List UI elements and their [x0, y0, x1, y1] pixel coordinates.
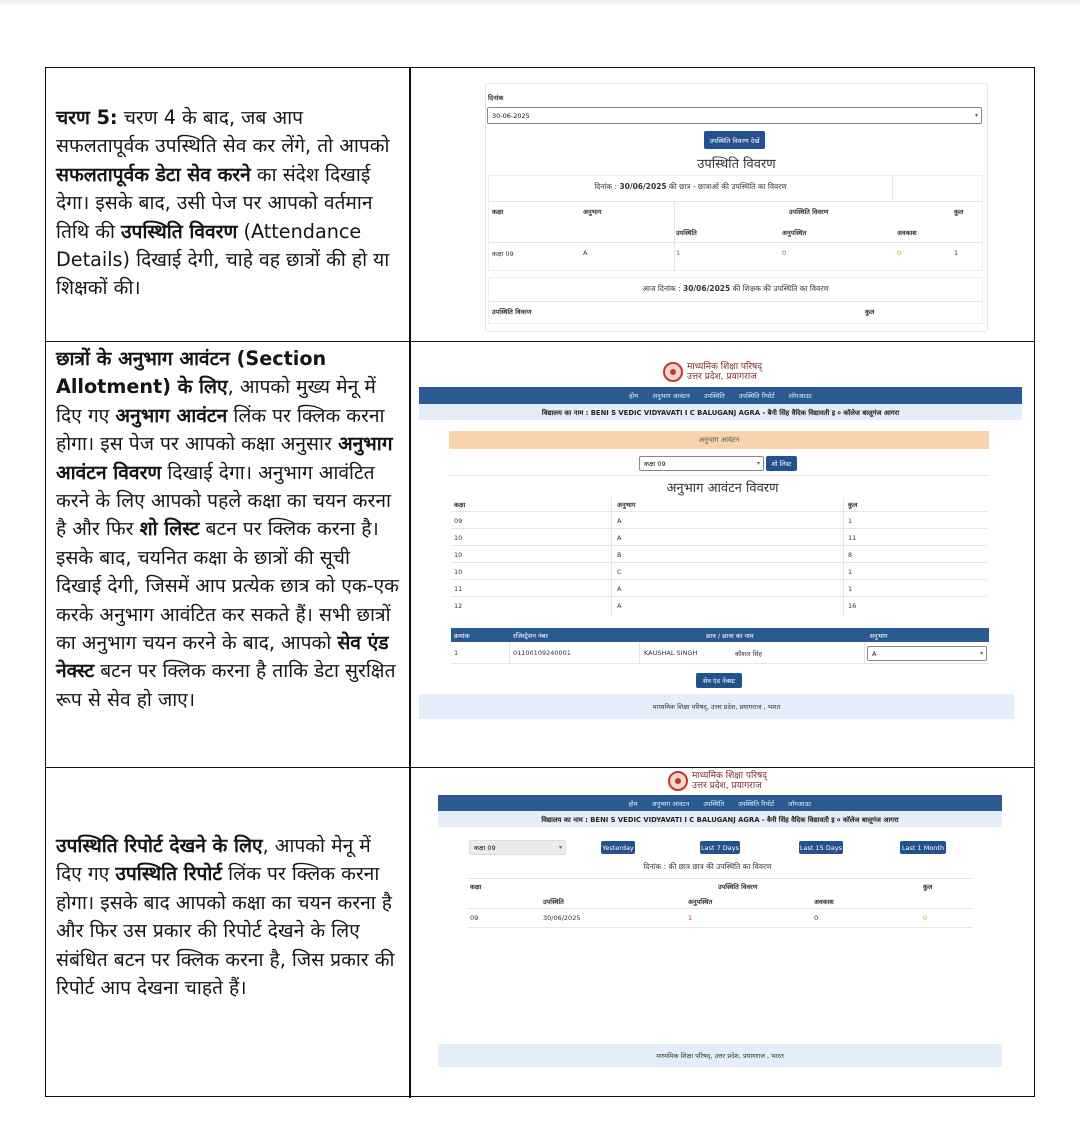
last-7-days-button[interactable]: Last 7 Days — [700, 841, 740, 854]
page-footer: माध्यमिक शिक्षा परिषद्, उत्तर प्रदेश, प्रयागराज , भारत — [419, 694, 1014, 719]
cell-total: 11 — [848, 534, 857, 542]
nav-attendance-report[interactable]: उपस्थिति रिपोर्ट — [738, 392, 775, 400]
instruction-segment: चरण 4 के बाद, जब आप सफलतापूर्वक उपस्थिति सेव कर लेंगे, तो आपको — [56, 106, 390, 158]
divider — [468, 927, 973, 928]
cell-section: B — [617, 551, 622, 559]
divider — [451, 511, 987, 512]
page-footer: माध्यमिक शिक्षा परिषद्, उत्तर प्रदेश, प्रयागराज , भारत — [438, 1044, 1002, 1067]
divider — [892, 176, 893, 201]
section-select-value: A — [872, 649, 877, 658]
col-present: उपस्थिति — [543, 898, 564, 906]
caption-suffix: की छात्र - छात्राओं की उपस्थिति का विवरण — [666, 182, 787, 191]
cell-section: C — [617, 568, 622, 576]
cell-registration: 01100109240001 — [513, 649, 571, 657]
date-select-value: 30-06-2025 — [492, 111, 530, 120]
table-row-attendance-report — [46, 768, 1034, 1098]
divider — [509, 642, 510, 664]
instruction-text — [56, 832, 401, 1002]
instruction-text — [56, 345, 401, 714]
allotment-heading: अनुभाग आवंटन विवरण — [666, 481, 779, 496]
date-select[interactable] — [487, 107, 982, 124]
report-caption: दिनांक : की छात्र छात्र की उपस्थिति का विवरण — [643, 862, 772, 871]
divider — [843, 497, 844, 617]
instruction-segment: का संदेश दिखाई देगा। इसके बाद, उसी पेज पर आपको वर्तमान तिथि की — [56, 162, 373, 243]
cell-name-hi: कौशल सिंह — [735, 650, 763, 658]
caption-date: 30/06/2025 — [683, 284, 731, 293]
cell-total: 1 — [848, 585, 853, 593]
allotment-summary-table — [451, 497, 987, 617]
col-serial: क्रमांक — [454, 632, 470, 640]
org-line2: उत्तर प्रदेश, प्रयागराज — [692, 781, 762, 791]
student-attendance-table — [488, 175, 983, 271]
col-total: कुल — [954, 208, 964, 216]
view-attendance-button[interactable]: उपस्थिति विवरण देखें — [704, 131, 765, 149]
instruction-emphasis: अनुभाग आवंटन विवरण — [56, 432, 393, 484]
instruction-text — [56, 104, 401, 303]
section-select[interactable] — [867, 646, 987, 661]
divider — [489, 201, 982, 202]
cell-absent: 1 — [688, 914, 693, 922]
cell-class: 11 — [454, 585, 463, 593]
divider — [449, 475, 989, 476]
cell-leave: 0 — [897, 249, 902, 257]
cell-total: 16 — [848, 602, 857, 610]
cell-class: कक्षा 09 — [492, 250, 514, 258]
school-name-bar — [419, 404, 1022, 420]
instruction-segment: दिखाई देगा। अनुभाग आवंटित करने के लिए आपको पहले कक्षा का चयन करना है और फिर — [56, 460, 391, 541]
instruction-emphasis: चरण 5: — [56, 106, 118, 129]
chevron-down-icon: ▾ — [756, 460, 760, 467]
school-label: विद्यालय का नाम : — [541, 815, 588, 824]
caption-prefix: दिनांक : — [594, 182, 620, 191]
table-row-attendance-details — [46, 68, 1034, 342]
cell-section: A — [617, 602, 622, 610]
school-label: विद्यालय का नाम : — [541, 408, 589, 417]
cell-serial: 1 — [454, 649, 459, 657]
nav-section-allotment[interactable]: अनुभाग आवंटन — [651, 799, 690, 808]
org-name — [692, 771, 767, 791]
main-nav — [419, 387, 1022, 404]
col-class: कक्षा — [492, 208, 504, 216]
col-section: अनुभाग — [583, 208, 602, 216]
col-details: उपस्थिति विवरण — [789, 208, 829, 216]
board-logo-icon — [668, 771, 688, 791]
cell-total: 8 — [848, 551, 853, 559]
divider — [451, 528, 987, 529]
last-15-days-button[interactable]: Last 15 Days — [799, 841, 843, 854]
col-absent: अनुपस्थित — [688, 898, 713, 906]
col-section: अनुभाग — [617, 501, 636, 509]
instruction-emphasis: शो लिस्ट — [139, 517, 200, 541]
org-name — [687, 362, 762, 382]
divider — [611, 497, 612, 617]
student-caption — [489, 182, 892, 192]
instruction-emphasis: सेव एंड नेक्स्ट — [56, 631, 389, 683]
instruction-emphasis: अनुभाग आवंटन — [115, 403, 228, 427]
col-class: कक्षा — [470, 883, 482, 891]
caption-prefix: आज दिनांक : — [642, 284, 683, 293]
instruction-segment: (Attendance Details) दिखाई देगी, चाहे वह छात्रों की हो या शिक्षकों की। — [56, 219, 390, 300]
class-select[interactable] — [469, 840, 566, 855]
col-registration: रजिस्ट्रेशन नंबर — [513, 632, 549, 640]
section-allotment-bar: अनुभाग आवंटन — [449, 431, 989, 449]
col-section: अनुभाग — [869, 632, 888, 640]
date-label: दिनांक — [488, 94, 504, 102]
col-total: कुल — [848, 501, 858, 509]
instruction-table — [45, 67, 1035, 1097]
instruction-segment: बटन पर क्लिक करना है ताकि डेटा सुरक्षित रूप से सेव हो जाए। — [56, 659, 396, 711]
divider — [451, 562, 987, 563]
cell-class: 09 — [454, 517, 463, 525]
teacher-attendance-table — [488, 277, 983, 324]
nav-attendance-report[interactable]: उपस्थिति रिपोर्ट — [738, 799, 775, 808]
instruction-emphasis: उपस्थिति रिपोर्ट — [115, 862, 223, 886]
instruction-emphasis: उपस्थिति रिपोर्ट देखने के लिए — [56, 834, 263, 857]
student-table-header — [451, 628, 989, 642]
attendance-report-table — [468, 878, 973, 930]
cell-section: A — [583, 249, 588, 257]
col-leave: अवकाश — [897, 229, 917, 237]
col-absent: अनुपस्थित — [782, 229, 807, 237]
instruction-emphasis: उपस्थिति विवरण — [121, 219, 238, 243]
chevron-down-icon: ▾ — [974, 112, 978, 119]
divider — [864, 642, 865, 664]
chevron-down-icon: ▾ — [558, 844, 562, 851]
org-line2: उत्तर प्रदेश, प्रयागराज — [687, 372, 757, 382]
cell-class: 09 — [470, 914, 479, 922]
col-details: उपस्थिति विवरण — [492, 308, 532, 316]
nav-section-allotment[interactable]: अनुभाग आवंटन — [652, 392, 690, 400]
cell-section: A — [617, 534, 622, 542]
col-name: छात्र / छात्रा का नाम — [706, 632, 754, 640]
class-select-value: कक्षा 09 — [644, 460, 666, 468]
cell-total: 0 — [923, 914, 928, 922]
class-select-value: कक्षा 09 — [474, 844, 496, 852]
instruction-emphasis: सफलतापूर्वक डेटा सेव करने — [56, 162, 251, 186]
col-class: कक्षा — [454, 501, 466, 509]
cell-name-en: KAUSHAL SINGH — [644, 649, 698, 657]
school-name: BENI S VEDIC VIDYAVATI I C BALUGANJ AGRA - बैनी सिंह वैदिक विद्यावती इ ० कॉलेज बालूगंज आगरा — [590, 815, 899, 824]
divider — [489, 301, 982, 302]
cell-section: A — [617, 585, 622, 593]
nav-attendance[interactable]: उपस्थिति — [703, 799, 725, 808]
org-line1: माध्यमिक शिक्षा परिषद् — [692, 771, 768, 781]
attendance-card — [485, 83, 988, 332]
divider — [451, 579, 987, 580]
instruction-emphasis: छात्रों के अनुभाग आवंटन (Section Allotment) के लिए — [56, 347, 327, 399]
cell-present: 1 — [676, 249, 681, 257]
nav-home[interactable]: होम — [629, 392, 639, 400]
org-line1: माध्यमिक शिक्षा परिषद् — [687, 362, 763, 372]
school-name-bar — [438, 811, 1002, 827]
col-total: कुल — [923, 883, 933, 891]
screenshot-section-allotment — [411, 342, 1034, 767]
teacher-caption — [489, 284, 982, 294]
cell-class: 10 — [454, 551, 463, 559]
school-name: BENI S VEDIC VIDYAVATI I C BALUGANJ AGRA - बैनी सिंह वैदिक विद्यावती इ ० कॉलेज बालूगंज आगरा — [590, 408, 900, 417]
col-details: उपस्थिति विवरण — [718, 883, 758, 891]
instruction-segment: , आपको मुख्य मेनू में दिए गए — [56, 375, 376, 427]
cell-total: 1 — [848, 568, 853, 576]
show-list-button[interactable]: शो लिस्ट — [766, 456, 797, 471]
col-present: उपस्थिति — [676, 229, 697, 237]
divider — [639, 642, 640, 664]
nav-logout[interactable]: लॉगआउट — [788, 392, 812, 400]
nav-logout[interactable]: लॉगआउट — [788, 799, 812, 808]
cell-total: 1 — [848, 517, 853, 525]
page-top-shadow — [0, 0, 1080, 6]
instruction-segment: बटन पर क्लिक करना है। इसके बाद, चयनित कक्षा के छात्रों की सूची दिखाई देगी, जिसमें आप प्रत्येक छात्र को एक-एक करके अनुभाग आवंटित कर सकते हैं। सभी छात्रों का अनुभाग चयन करने के बाद, आपको — [56, 517, 399, 655]
col-leave: अवकाश — [814, 898, 834, 906]
divider — [489, 242, 982, 243]
last-1-month-button[interactable]: Last 1 Month — [900, 841, 946, 854]
cell-leave: 0 — [814, 914, 819, 922]
yesterday-button[interactable]: Yesterday — [601, 841, 635, 854]
cell-total: 1 — [954, 249, 959, 257]
cell-class: 12 — [454, 602, 463, 610]
instruction-segment: लिंक पर क्लिक करना होगा। इसके बाद आपको कक्षा का चयन करना है और फिर उस प्रकार की रिपोर्ट देखने के लिए संबंधित बटन पर क्लिक करना है, जिस प्रकार की रिपोर्ट आप देखना चाहते हैं। — [56, 862, 395, 1000]
screenshot-attendance-details — [411, 68, 1034, 341]
divider — [674, 201, 675, 272]
divider — [468, 878, 973, 879]
board-logo-icon — [663, 362, 683, 382]
cell-class: 10 — [454, 534, 463, 542]
save-and-next-button[interactable]: सेव एंड नेक्स्ट — [696, 673, 742, 688]
class-select[interactable] — [639, 456, 764, 471]
divider — [468, 908, 973, 909]
table-row-section-allotment — [46, 342, 1034, 768]
instruction-segment: लिंक पर क्लिक करना होगा। इस पेज पर आपको कक्षा अनुसार — [56, 403, 385, 456]
chevron-down-icon: ▾ — [979, 650, 983, 657]
divider — [451, 596, 987, 597]
nav-attendance[interactable]: उपस्थिति — [703, 392, 725, 400]
main-nav — [438, 795, 1002, 811]
col-total: कुल — [865, 308, 875, 316]
caption-suffix: की शिक्षक की उपस्थिति का विवरण — [730, 284, 829, 293]
cell-section: A — [617, 517, 622, 525]
divider — [451, 545, 987, 546]
cell-absent: 0 — [782, 249, 787, 257]
instruction-segment: , आपको मेनू में दिए गए — [56, 834, 371, 886]
attendance-heading: उपस्थिति विवरण — [697, 157, 776, 172]
table-row — [451, 642, 989, 664]
cell-class: 10 — [454, 568, 463, 576]
cell-present: 30/06/2025 — [543, 914, 581, 922]
nav-home[interactable]: होम — [628, 799, 638, 808]
caption-date: 30/06/2025 — [619, 182, 667, 191]
screenshot-attendance-report — [411, 768, 1034, 1098]
